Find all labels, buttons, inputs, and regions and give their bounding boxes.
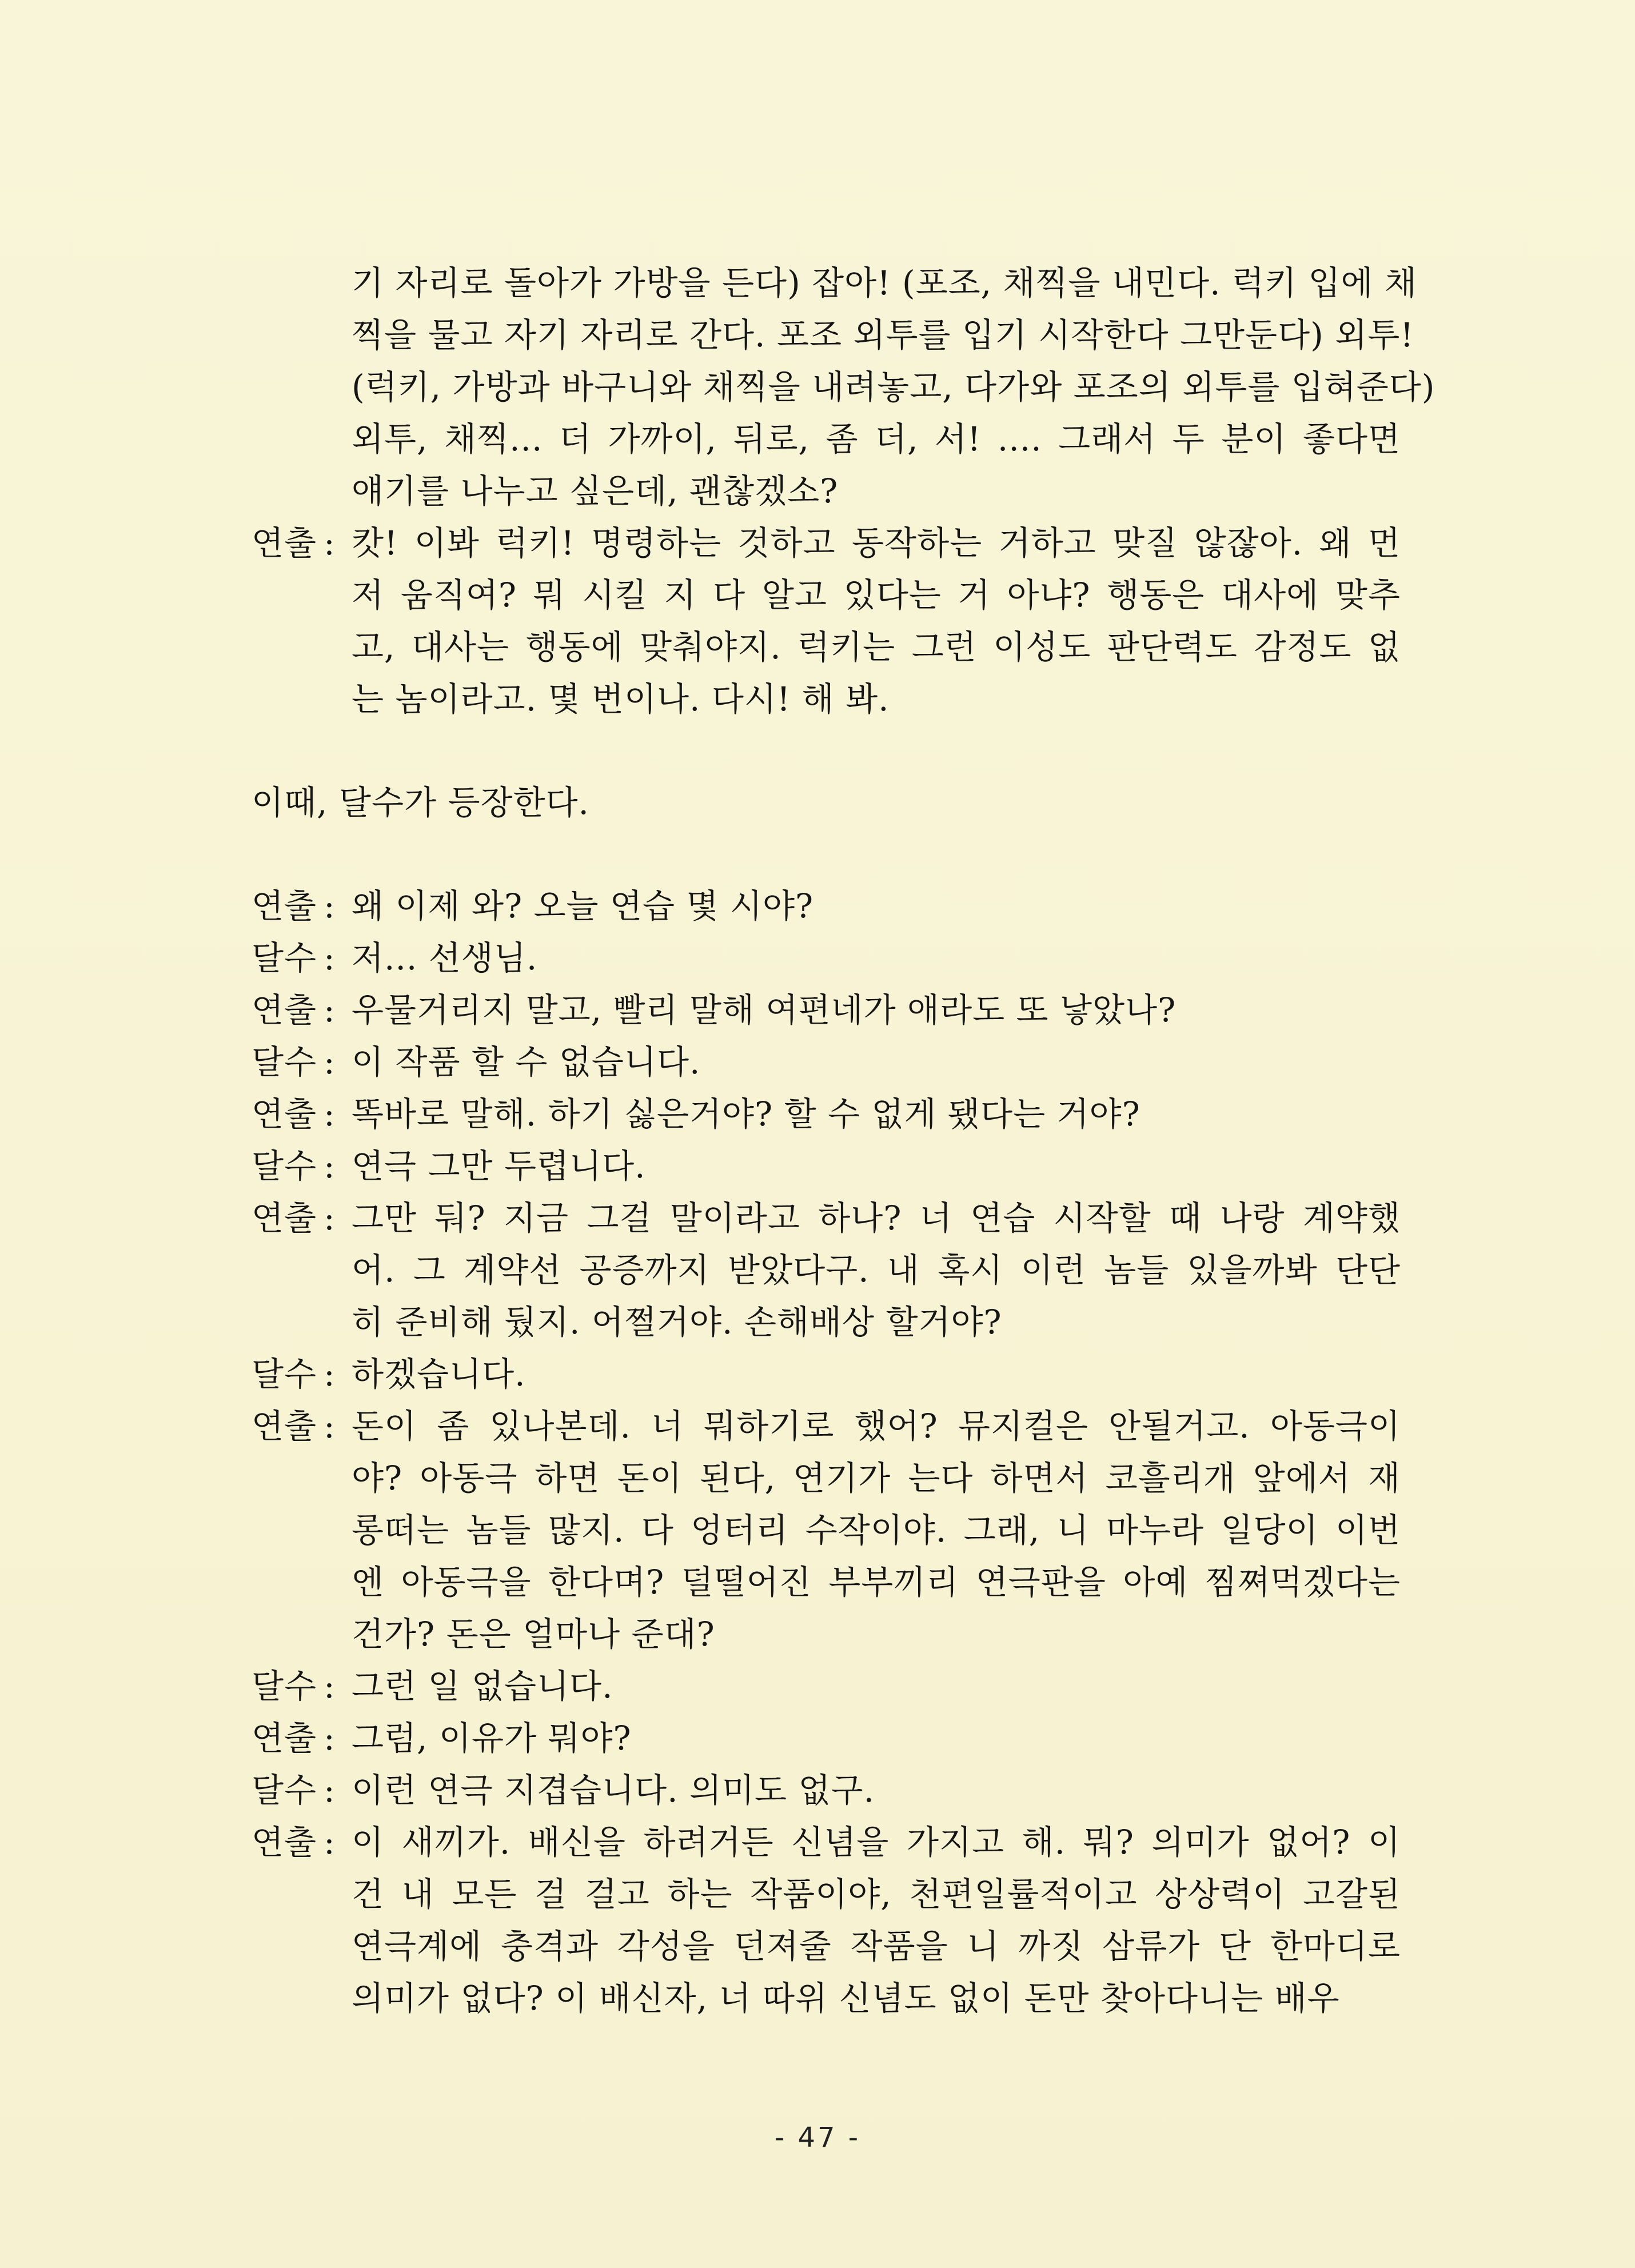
speech-line: 이 작품 할 수 없습니다. xyxy=(352,1043,701,1081)
speech-line: 그만 둬? 지금 그걸 말이라고 하나? 너 연습 시작할 때 나랑 계약했 xyxy=(352,1199,1401,1237)
speech-line: 는 놈이라고. 몇 번이나. 다시! 해 봐. xyxy=(352,680,890,718)
dialogue-entry xyxy=(252,517,1401,725)
speech-line: 돈이 좀 있나본데. 너 뭐하기로 했어? 뮤지컬은 안될거고. 아동극이 xyxy=(352,1407,1401,1446)
speaker-label: 달수 : xyxy=(252,1140,352,1192)
page-number: - 47 - xyxy=(774,2122,861,2154)
dialogue-entry xyxy=(252,880,1401,932)
speech-line: 그런 일 없습니다. xyxy=(352,1667,613,1706)
speaker-label: 연출 : xyxy=(252,1816,352,1868)
speech-line: 우물거리지 말고, 빨리 말해 여편네가 애라도 또 낳았나? xyxy=(352,991,1177,1029)
spacer xyxy=(252,725,1401,777)
speech-line: 이런 연극 지겹습니다. 의미도 없구. xyxy=(352,1771,875,1810)
speech-line: 의미가 없다? 이 배신자, 너 따위 신념도 없이 돈만 찾아다니는 배우 xyxy=(352,1979,1340,2018)
speaker-label: 달수 : xyxy=(252,932,352,984)
speaker-label: 달수 : xyxy=(252,1036,352,1088)
speech-line: 어. 그 계약선 공증까지 받았다구. 내 혹시 이런 놈들 있을까봐 단단 xyxy=(352,1251,1401,1289)
dialogue-entry xyxy=(252,1140,1401,1192)
speech xyxy=(352,1712,1401,1764)
speaker-label: 연출 : xyxy=(252,517,352,569)
speaker-colon: : xyxy=(324,1199,336,1237)
speech xyxy=(352,1660,1401,1712)
speaker-colon: : xyxy=(324,1355,336,1393)
speech-line: 건가? 돈은 얼마나 준대? xyxy=(352,1615,715,1654)
speech-line: 연극계에 충격과 각성을 던져줄 작품을 니 까짓 삼류가 단 한마디로 xyxy=(352,1927,1401,1966)
speech-line: 저... 선생님. xyxy=(352,939,538,977)
speech-line: 찍을 물고 자기 자리로 간다. 포조 외투를 입기 시작한다 그만둔다) 외투! xyxy=(352,316,1414,354)
speaker-colon: : xyxy=(324,887,336,925)
speaker-label: 달수 : xyxy=(252,1660,352,1712)
speech xyxy=(352,1036,1401,1088)
speaker-label: 달수 : xyxy=(252,1764,352,1816)
speech-line: 똑바로 말해. 하기 싫은거야? 할 수 없게 됐다는 거야? xyxy=(352,1095,1140,1133)
speaker-colon: : xyxy=(324,1407,336,1446)
dialogue-entry xyxy=(252,1764,1401,1816)
speaker-colon: : xyxy=(324,1667,336,1706)
speech-line: 롱떠는 놈들 많지. 다 엉터리 수작이야. 그래, 니 마누라 일당이 이번 xyxy=(352,1511,1401,1550)
speaker-label: 연출 : xyxy=(252,1400,352,1452)
speech-line: 히 준비해 뒀지. 어쩔거야. 손해배상 할거야? xyxy=(352,1303,1002,1341)
dialogue-entry xyxy=(252,1712,1401,1764)
speaker-colon: : xyxy=(324,1147,336,1185)
speaker-colon: : xyxy=(324,1043,336,1081)
continued-speech xyxy=(352,257,1435,517)
speech xyxy=(352,984,1401,1036)
speech xyxy=(352,1764,1401,1816)
speaker-colon: : xyxy=(324,1823,336,1862)
dialogue-entry xyxy=(252,932,1401,984)
speech-line: 외투, 채찍... 더 가까이, 뒤로, 좀 더, 서! .... 그래서 두 분이 좋다면 xyxy=(352,420,1401,458)
speaker-colon: : xyxy=(324,1095,336,1133)
speech xyxy=(352,1192,1401,1348)
stage-direction: 이때, 달수가 등장한다. xyxy=(252,783,589,822)
speech xyxy=(352,1088,1401,1140)
dialogue-entry xyxy=(252,1816,1401,2025)
speaker-label: 연출 : xyxy=(252,1192,352,1244)
dialogue-entry xyxy=(252,1036,1401,1088)
speaker-label: 달수 : xyxy=(252,1348,352,1400)
dialogue-entry xyxy=(252,1192,1401,1348)
speaker-label: 연출 : xyxy=(252,1088,352,1140)
speaker-label: 연출 : xyxy=(252,880,352,932)
script-text xyxy=(252,257,1435,2025)
speech xyxy=(352,1816,1401,2025)
dialogue-entry xyxy=(252,984,1401,1036)
speech-line: 고, 대사는 행동에 맞춰야지. 럭키는 그런 이성도 판단력도 감정도 없 xyxy=(352,628,1401,666)
speech xyxy=(352,1140,1401,1192)
speaker-colon: : xyxy=(324,524,336,562)
speech-line: 연극 그만 두렵니다. xyxy=(352,1147,646,1185)
speech-line: 캇! 이봐 럭키! 명령하는 것하고 동작하는 거하고 맞질 않잖아. 왜 먼 xyxy=(352,524,1401,562)
speaker-colon: : xyxy=(324,939,336,977)
speaker-colon: : xyxy=(324,1771,336,1810)
speaker-label: 연출 : xyxy=(252,1712,352,1764)
dialogue-entry xyxy=(252,1400,1401,1660)
speech-line: 그럼, 이유가 뭐야? xyxy=(352,1719,632,1758)
speaker-colon: : xyxy=(324,991,336,1029)
speech xyxy=(352,1348,1401,1400)
speaker-label: 연출 : xyxy=(252,984,352,1036)
spacer xyxy=(252,829,1401,880)
speech xyxy=(352,517,1401,725)
dialogue-entry xyxy=(252,1088,1401,1140)
speech-line: 이 새끼가. 배신을 하려거든 신념을 가지고 해. 뭐? 의미가 없어? 이 xyxy=(352,1823,1401,1862)
speech-line: 야? 아동극 하면 돈이 된다, 연기가 는다 하면서 코흘리개 앞에서 재 xyxy=(352,1459,1401,1498)
dialogue-list xyxy=(252,880,1401,2025)
dialogue-entry xyxy=(252,1660,1401,1712)
speech xyxy=(352,932,1401,984)
speech-line: 얘기를 나누고 싶은데, 괜찮겠소? xyxy=(352,472,839,510)
speech-line: 엔 아동극을 한다며? 덜떨어진 부부끼리 연극판을 아예 찜쪄먹겠다는 xyxy=(352,1563,1401,1602)
speech xyxy=(352,880,1401,932)
speech-line: 하겠습니다. xyxy=(352,1355,526,1393)
speech-line: 건 내 모든 걸 걸고 하는 작품이야, 천편일률적이고 상상력이 고갈된 xyxy=(352,1875,1401,1914)
speaker-colon: : xyxy=(324,1719,336,1758)
dialogue-entry xyxy=(252,1348,1401,1400)
speech-line: 왜 이제 와? 오늘 연습 몇 시야? xyxy=(352,887,814,925)
speech-line: 기 자리로 돌아가 가방을 든다) 잡아! (포조, 채찍을 내민다. 럭키 입에 채 xyxy=(352,263,1417,302)
speech-line: 저 움직여? 뭐 시킬 지 다 알고 있다는 거 아냐? 행동은 대사에 맞추 xyxy=(352,576,1401,614)
speech-line: (럭키, 가방과 바구니와 채찍을 내려놓고, 다가와 포조의 외투를 입혀준다) xyxy=(352,368,1435,406)
speech xyxy=(352,1400,1401,1660)
